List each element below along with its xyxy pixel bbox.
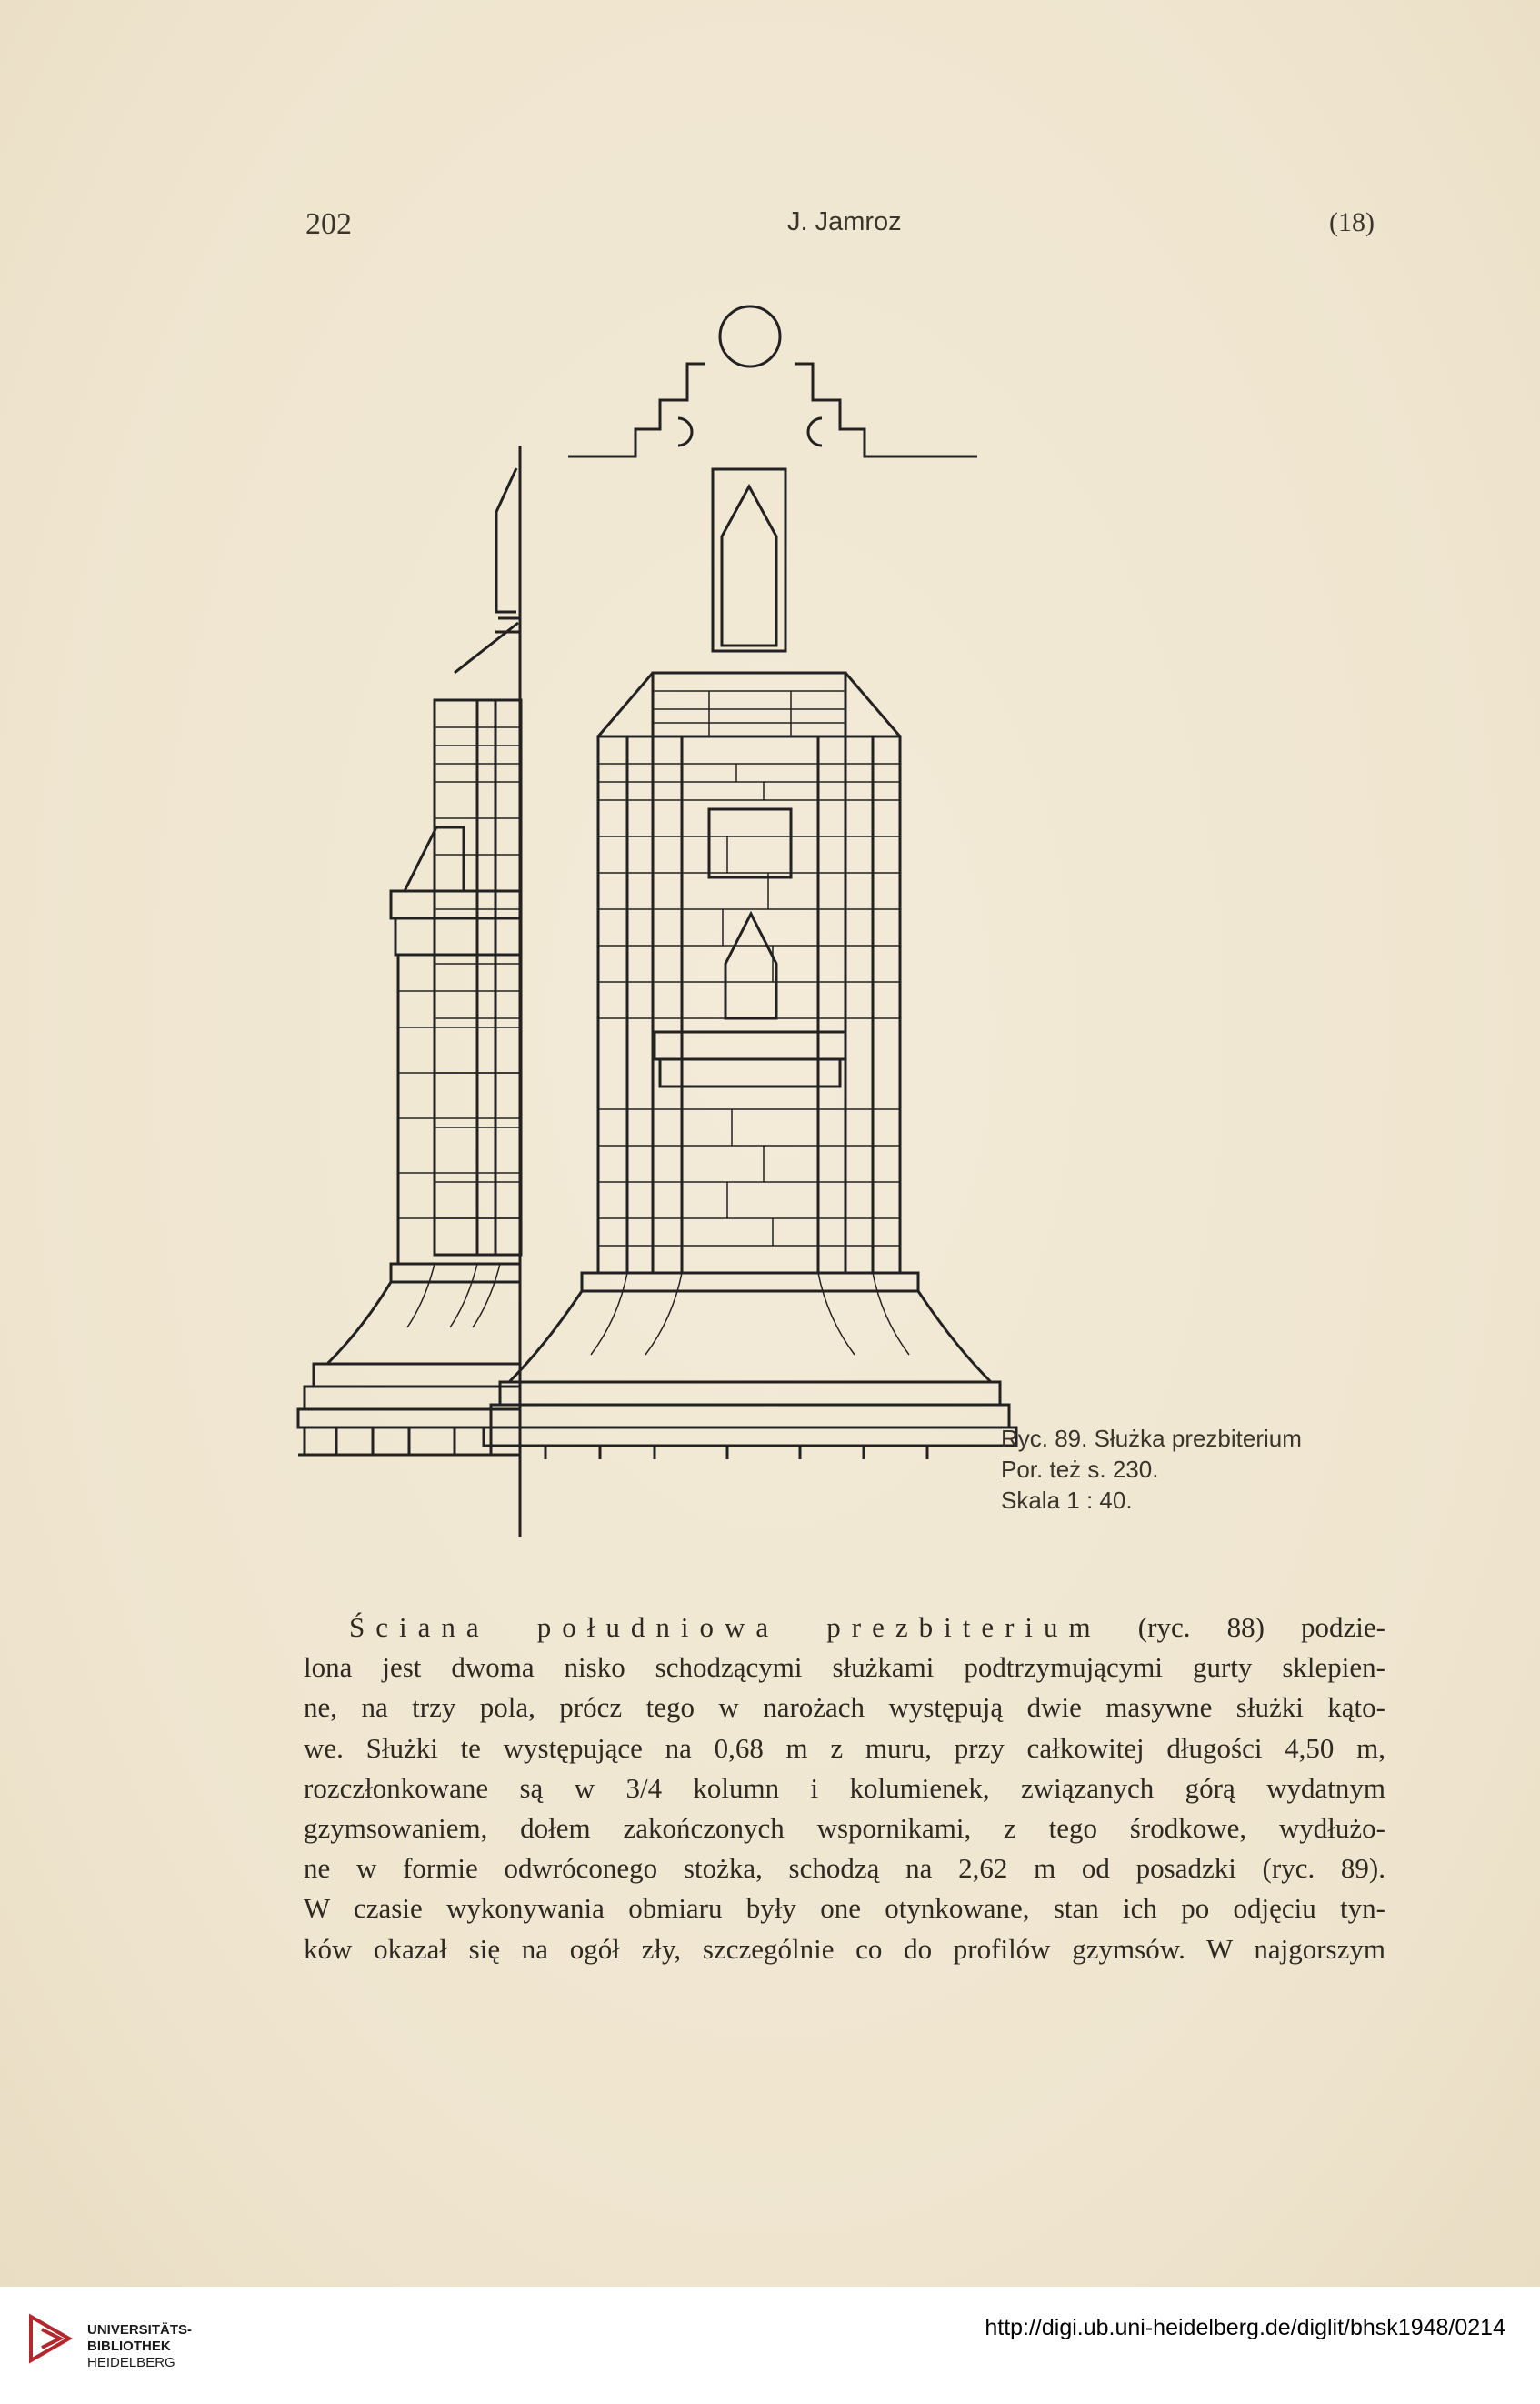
running-author: J. Jamroz (787, 207, 902, 236)
text-line: we. Służki te występujące na 0,68 m z muru, przy całkowitej długości 4,50 m, (304, 1731, 1385, 1764)
text-fragment: (ryc. 88) podzie- (1137, 1611, 1385, 1643)
pillar-elevation-drawing (273, 273, 1091, 1546)
text-line: ne w formie odwróconego stożka, schodzą na 2,62 m od posadzki (ryc. 89). (304, 1852, 1385, 1885)
running-head (305, 207, 1375, 244)
university-library-logo-icon (27, 2313, 73, 2364)
right-pillar (484, 469, 1016, 1459)
viewer-footer (0, 2287, 1540, 2404)
caption-line: Ryc. 89. Służka prezbiterium (1001, 1425, 1302, 1452)
architectural-drawing (273, 273, 1091, 1546)
vault-rib-profile (568, 306, 977, 456)
library-name-line: BIBLIOTHEK (87, 2339, 171, 2354)
spaced-heading-phrase: Ściana południowa prezbiterium (349, 1611, 1102, 1643)
running-section: (18) (1329, 207, 1375, 237)
left-pillar-coursing (398, 727, 521, 1327)
text-line: gzymsowaniem, dołem zakończonych wspornikami, z tego środkowe, wydłużo- (304, 1812, 1385, 1845)
source-url-link[interactable]: http://digi.ub.uni-heidelberg.de/diglit/bhsk1948/0214 (985, 2315, 1505, 2340)
text-line: rozczłonkowane są w 3/4 kolumn i kolumienek, związanych górą wydatnym (304, 1771, 1385, 1804)
body-paragraph (304, 1608, 1385, 1969)
text-line: ne, na trzy pola, prócz tego w narożach występują dwie masywne służki kąto- (304, 1691, 1385, 1724)
page-number: 202 (305, 207, 352, 241)
caption-line: Por. też s. 230. (1001, 1456, 1159, 1483)
library-name-line: UNIVERSITÄTS- (87, 2322, 193, 2338)
library-name-line: HEIDELBERG (87, 2355, 175, 2370)
figure-caption (1001, 1423, 1383, 1516)
library-name (87, 2322, 192, 2371)
text-line: W czasie wykonywania obmiaru były one otynkowane, stan ich po odjęciu tyn- (304, 1892, 1385, 1925)
text-line: ków okazał się na ogół zły, szczególnie co do profilów gzymsów. W najgorszym (304, 1932, 1385, 1965)
right-pillar-coursing (591, 691, 909, 1355)
text-line: lona jest dwoma nisko schodzącymi służkami podtrzymującymi gurty sklepien- (304, 1651, 1385, 1684)
caption-line: Skala 1 : 40. (1001, 1487, 1133, 1514)
text-line (304, 1608, 1385, 1648)
